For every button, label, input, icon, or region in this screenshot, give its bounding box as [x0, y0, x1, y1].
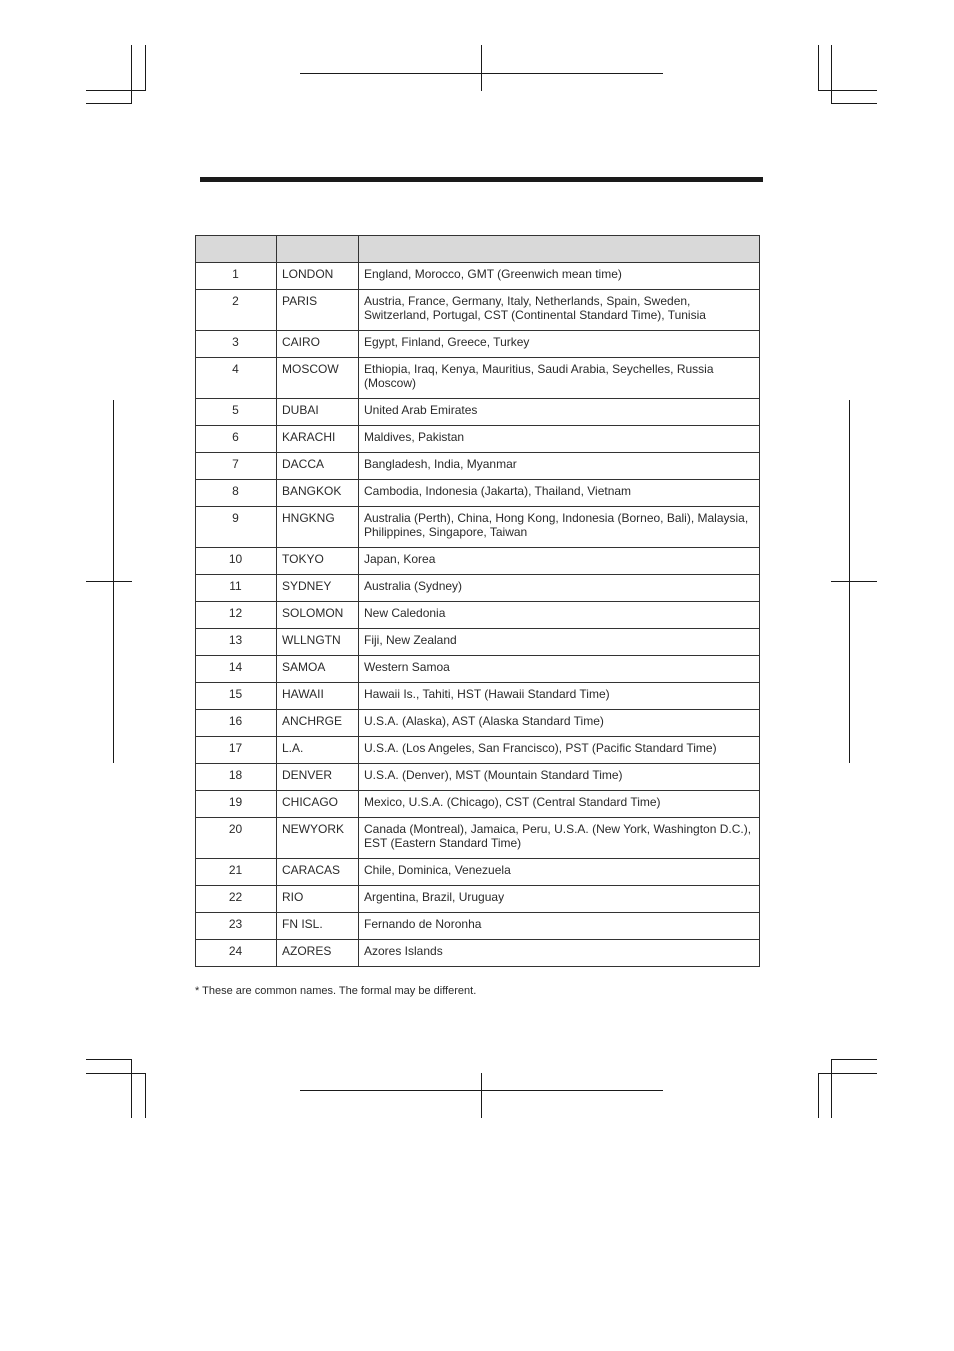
table-row	[196, 480, 760, 507]
table-row	[196, 791, 760, 818]
zone-number: 19	[196, 791, 277, 818]
table-row	[196, 886, 760, 913]
city-name: BANGKOK	[277, 480, 359, 507]
zone-number: 5	[196, 399, 277, 426]
header-area	[359, 236, 760, 263]
footnote: * These are common names. The formal may be different.	[195, 985, 477, 997]
crop-mark-top-left-v2	[145, 45, 146, 91]
area-list: Western Samoa	[359, 656, 760, 683]
table-row	[196, 263, 760, 290]
city-name: SYDNEY	[277, 575, 359, 602]
crop-mark-top-left-h	[86, 103, 132, 104]
crop-mark-bottom-left-v2	[145, 1073, 146, 1118]
table-row	[196, 859, 760, 886]
city-name: CARACAS	[277, 859, 359, 886]
crop-mark-top-right-h2	[818, 90, 877, 91]
zone-number: 14	[196, 656, 277, 683]
city-name: DACCA	[277, 453, 359, 480]
area-list: Cambodia, Indonesia (Jakarta), Thailand, Vietnam	[359, 480, 760, 507]
city-name: L.A.	[277, 737, 359, 764]
zone-number: 4	[196, 358, 277, 399]
area-list: Fernando de Noronha	[359, 913, 760, 940]
center-mark-left-h	[86, 581, 132, 582]
area-list: Azores Islands	[359, 940, 760, 967]
city-name: DUBAI	[277, 399, 359, 426]
area-list: Maldives, Pakistan	[359, 426, 760, 453]
table-row	[196, 818, 760, 859]
city-name: ANCHRGE	[277, 710, 359, 737]
header-city	[277, 236, 359, 263]
table-row	[196, 764, 760, 791]
city-name: SOLOMON	[277, 602, 359, 629]
crop-mark-top-right-v1	[818, 45, 819, 91]
table-row	[196, 548, 760, 575]
area-list: Mexico, U.S.A. (Chicago), CST (Central Standard Time)	[359, 791, 760, 818]
city-name: MOSCOW	[277, 358, 359, 399]
area-list: England, Morocco, GMT (Greenwich mean time)	[359, 263, 760, 290]
area-list: Fiji, New Zealand	[359, 629, 760, 656]
area-list: Japan, Korea	[359, 548, 760, 575]
table-row	[196, 453, 760, 480]
city-name: FN ISL.	[277, 913, 359, 940]
area-list: Austria, France, Germany, Italy, Netherlands, Spain, Sweden, Switzerland, Portugal, CST (Continental Standard Time), Tunisia	[359, 290, 760, 331]
city-name: HAWAII	[277, 683, 359, 710]
table-row	[196, 940, 760, 967]
zone-number: 9	[196, 507, 277, 548]
table-row	[196, 913, 760, 940]
crop-mark-top-right-h	[831, 103, 877, 104]
zone-number: 12	[196, 602, 277, 629]
area-list: Canada (Montreal), Jamaica, Peru, U.S.A. (New York, Washington D.C.), EST (Eastern Standard Time)	[359, 818, 760, 859]
section-heading-rule	[200, 177, 763, 182]
zone-number: 1	[196, 263, 277, 290]
city-name: HNGKNG	[277, 507, 359, 548]
city-name: CHICAGO	[277, 791, 359, 818]
zone-number: 24	[196, 940, 277, 967]
crop-mark-top-left-h2	[86, 90, 146, 91]
table-row	[196, 602, 760, 629]
crop-mark-top-right-v2	[831, 45, 832, 104]
crop-mark-bottom-right-v2	[831, 1059, 832, 1118]
area-list: United Arab Emirates	[359, 399, 760, 426]
zone-number: 15	[196, 683, 277, 710]
center-mark-right-h	[831, 581, 877, 582]
table-row	[196, 737, 760, 764]
crop-mark-bottom-right-h2	[818, 1073, 877, 1074]
zone-number: 22	[196, 886, 277, 913]
table-row	[196, 331, 760, 358]
area-list: Australia (Perth), China, Hong Kong, Indonesia (Borneo, Bali), Malaysia, Philippines, Singapore, Taiwan	[359, 507, 760, 548]
area-list: Ethiopia, Iraq, Kenya, Mauritius, Saudi Arabia, Seychelles, Russia (Moscow)	[359, 358, 760, 399]
table-row	[196, 290, 760, 331]
crop-mark-bottom-left-h2	[86, 1073, 146, 1074]
crop-mark-top-left-v1	[131, 45, 132, 104]
city-name: SAMOA	[277, 656, 359, 683]
zone-number: 13	[196, 629, 277, 656]
table-body	[196, 263, 760, 967]
area-list: Chile, Dominica, Venezuela	[359, 859, 760, 886]
city-name: TOKYO	[277, 548, 359, 575]
city-name: NEWYORK	[277, 818, 359, 859]
table-row	[196, 358, 760, 399]
zone-number: 3	[196, 331, 277, 358]
zone-number: 7	[196, 453, 277, 480]
area-list: Egypt, Finland, Greece, Turkey	[359, 331, 760, 358]
center-mark-top-v	[481, 45, 482, 91]
center-mark-bottom-v	[481, 1073, 482, 1118]
zone-number: 8	[196, 480, 277, 507]
city-name: WLLNGTN	[277, 629, 359, 656]
table-row	[196, 710, 760, 737]
area-list: Hawaii Is., Tahiti, HST (Hawaii Standard Time)	[359, 683, 760, 710]
table-row	[196, 426, 760, 453]
zone-number: 16	[196, 710, 277, 737]
crop-mark-bottom-right-v1	[818, 1073, 819, 1118]
city-name: RIO	[277, 886, 359, 913]
zone-number: 2	[196, 290, 277, 331]
area-list: New Caledonia	[359, 602, 760, 629]
area-list: U.S.A. (Los Angeles, San Francisco), PST (Pacific Standard Time)	[359, 737, 760, 764]
zone-number: 10	[196, 548, 277, 575]
zone-number: 17	[196, 737, 277, 764]
city-name: LONDON	[277, 263, 359, 290]
area-list: Bangladesh, India, Myanmar	[359, 453, 760, 480]
zone-number: 18	[196, 764, 277, 791]
area-list: Argentina, Brazil, Uruguay	[359, 886, 760, 913]
zone-number: 20	[196, 818, 277, 859]
table-row	[196, 575, 760, 602]
area-list: U.S.A. (Denver), MST (Mountain Standard Time)	[359, 764, 760, 791]
city-name: CAIRO	[277, 331, 359, 358]
city-name: KARACHI	[277, 426, 359, 453]
header-number	[196, 236, 277, 263]
table-row	[196, 399, 760, 426]
crop-mark-bottom-left-h	[86, 1059, 132, 1060]
zone-number: 21	[196, 859, 277, 886]
city-name: DENVER	[277, 764, 359, 791]
table-row	[196, 683, 760, 710]
table-header-row	[196, 236, 760, 263]
area-list: U.S.A. (Alaska), AST (Alaska Standard Time)	[359, 710, 760, 737]
zone-number: 23	[196, 913, 277, 940]
table-row	[196, 507, 760, 548]
area-list: Australia (Sydney)	[359, 575, 760, 602]
table-row	[196, 656, 760, 683]
city-name: AZORES	[277, 940, 359, 967]
zone-number: 6	[196, 426, 277, 453]
table-row	[196, 629, 760, 656]
time-zone-table	[195, 235, 760, 967]
zone-number: 11	[196, 575, 277, 602]
crop-mark-bottom-left-v1	[131, 1059, 132, 1118]
city-name: PARIS	[277, 290, 359, 331]
crop-mark-bottom-right-h	[831, 1059, 877, 1060]
